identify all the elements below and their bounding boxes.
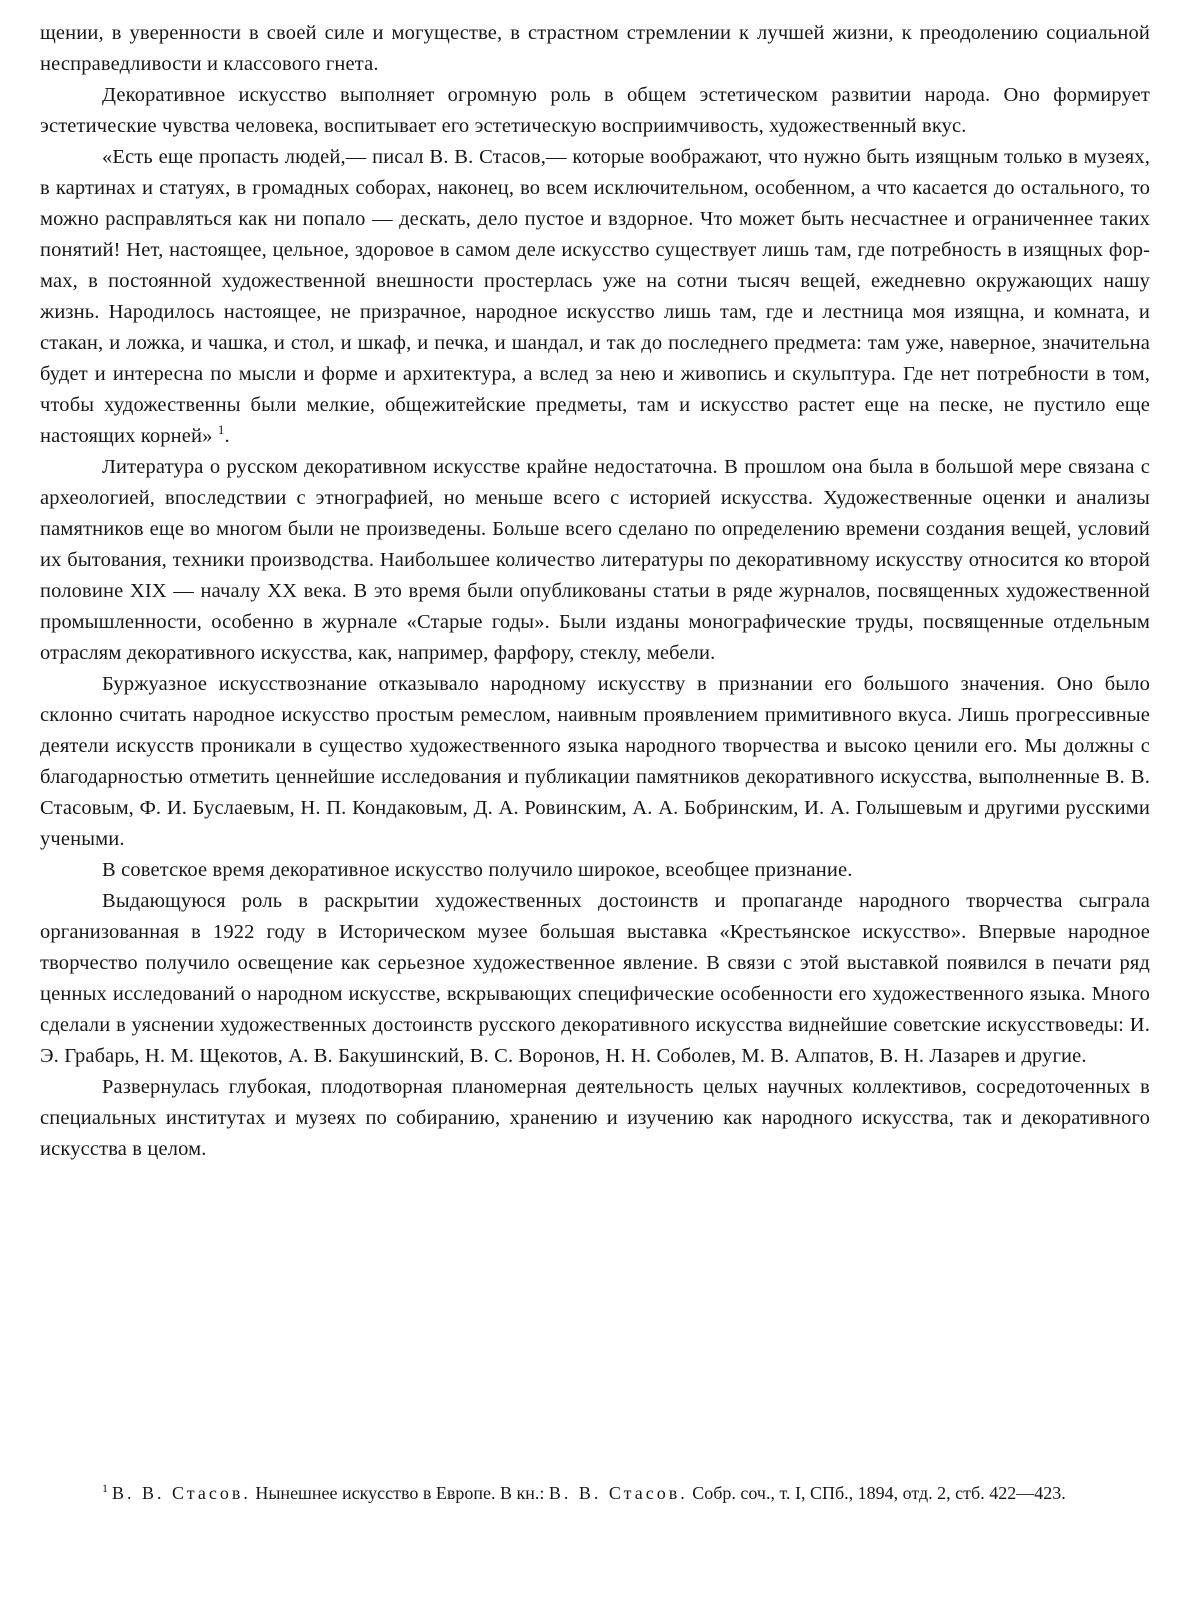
paragraph-2-text: Декоративное искусство выполняет огромную роль в общем эстетическом развитии народа. Оно формирует эстетические чувства человека, воспитывает его эстетическую восприимчивость, художественный вкус. — [40, 84, 1150, 137]
paragraph-3-quote: «Есть еще пропасть людей,— писал В. В. Стасов,— которые воображают, что нужно быть изящным только в музеях, в картинах и статуях, в громадных соборах, наконец, во всем исключительном, особенном, а что касается до остального, то можно расправляться как ни попало — дескать, дело пустое и вздорное. Что может быть несчастнее и ограниченнее таких понятий! Нет, настоящее, цельное, здоровое в самом деле искусство существует лишь там, где потребность в изящных формах, в постоянной художественной внешности простерлась уже на сотни тысяч вещей, ежедневно окружающих нашу жизнь. Народилось настоящее, не призрачное, народное искусство лишь там, где и лестница моя изящна, и комната, и стакан, и ложка, и чашка, и стол, и шкаф, и печка, и шандал, и так до последнего предмета: там уже, наверное, значительна будет и интересна по мысли и форме и архитектура, а вслед за нею и живопись и скульптура. Где нет потребности в том, чтобы художественны были мелкие, общежитейские предметы, там и искусство растет еще на песке, не пустило еще настоящих корней» $^1$. — [40, 146, 1150, 447]
footnote-text-2: Собр. соч., т. I, СПб., 1894, отд. 2, стб. 422—423. — [692, 1483, 1066, 1503]
paragraph-1 — [40, 18, 1150, 80]
paragraph-8 — [40, 1072, 1150, 1165]
page-body — [40, 18, 1150, 1165]
paragraph-4 — [40, 452, 1150, 669]
paragraph-5 — [40, 669, 1150, 855]
paragraph-6-text: В советское время декоративное искусство получило широкое, всеобщее признание. — [102, 859, 853, 881]
paragraph-2 — [40, 80, 1150, 142]
paragraph-6 — [40, 855, 1150, 886]
paragraph-1-text: щении, в уверенности в своей силе и могуществе, в страстном стремлении к лучшей жизни, к преодолению социальной несправедливости и классового гнета. — [40, 22, 1150, 75]
paragraph-8-text: Развернулась глубокая, плодотворная планомерная деятельность целых научных коллективов, сосредоточенных в специальных институтах и музеях по собиранию, хранению и изучению как народного искусства, так и декоративного искусства в целом. — [40, 1076, 1150, 1160]
paragraph-4-text: Литература о русском декоративном искусстве крайне недостаточна. В прошлом она была в большой мере связана с археологией, впоследствии с этнографией, но меньше всего с историей искусства. Художественные оценки и анализы памятников еще во многом были не произведены. Больше всего сделано по определению времени создания вещей, условий их бытования, техники производства. Наибольшее количество литературы по декоративному искусству относится ко второй половине XIX — началу XX века. В это время были опубликованы статьи в ряде журналов, посвященных художественной промышленности, особенно в журнале «Старые годы». Были изданы монографические труды, посвященные отдельным отраслям декоративного искусства, как, например, фарфору, стеклу, мебели. — [40, 456, 1150, 664]
paragraph-7 — [40, 886, 1150, 1072]
paragraph-7-text: Выдающуюся роль в раскрытии художественных достоинств и пропаганде народного творчества сыграла организованная в 1922 году в Историческом музее большая выставка «Крестьянское искусство». Впервые народное творчество получило освещение как серьезное художественное явление. В связи с этой выставкой появился в печати ряд ценных исследований о народном искусстве, вскрывающих специфические особенности его художественного языка. Много сделали в уяснении художественных достоинств русского декоративного искусства виднейшие советские искусствоведы: И. Э. Грабарь, Н. М. Щекотов, А. В. Бакушинский, В. С. Воронов, Н. Н. Соболев, М. В. Алпатов, В. Н. Лазарев и другие. — [40, 890, 1150, 1067]
footnote-1 — [40, 1479, 1150, 1508]
footnote-text-1: Нынешнее искусство в Европе. В кн.: — [255, 1483, 545, 1503]
paragraph-5-text: Буржуазное искусствознание отказывало народному искусству в признании его большого значения. Оно было склонно считать народное искусство простым ремеслом, наивным проявлением примитивного вкуса. Лишь прогрессивные деятели искусств проникали в существо художественного языка народного творчества и высоко ценили его. Мы должны с благодарностью отметить ценнейшие исследования и публикации памятников декоративного искусства, выполненные В. В. Стасовым, Ф. И. Буслаевым, Н. П. Кондаковым, Д. А. Ровинским, А. А. Бобринским, И. А. Голышевым и другими русскими учеными. — [40, 673, 1150, 850]
footnote-author-1: В. В. Стасов. — [112, 1483, 251, 1503]
paragraph-3-text: «Есть еще пропасть людей,— писал В. В. Стасов,— которые воображают, что нужно быть изящным только в музеях, в картинах и статуях, в громадных соборах, наконец, во всем исключительном, особенном, а что касается до остального, то можно расправляться как ни попало — дескать, дело пустое и вздорное. Что может быть несчастнее и ограниченнее таких понятий! Нет, настоящее, цельное, здоровое в самом деле искусство существует лишь там, где потребность в изящных формах, в постоянной художественной внешности простерлась уже на сотни тысяч вещей, ежедневно окружающих нашу жизнь. Народилось настоящее, не призрачное, народное искусство лишь там, где и лестница моя изящна, и комната, и стакан, и ложка, и чашка, и стол, и шкаф, и печка, и шандал, и так до последнего предмета: там уже, наверное, значительна будет и интересна по мысли и форме и архитектура, а вслед за нею и живопись и скульптура. Где нет потребности в том, чтобы художественны были мелкие, общежитейские предметы, там и искусство растет еще на песке, не пустило еще настоящих корней» — [40, 146, 1150, 447]
footnote-author-2: В. В. Стасов. — [548, 1483, 688, 1503]
footnote-reference[interactable]: 1 — [217, 422, 225, 438]
footnotes — [40, 1479, 1150, 1508]
footnote-mark: 1 — [102, 1481, 108, 1495]
